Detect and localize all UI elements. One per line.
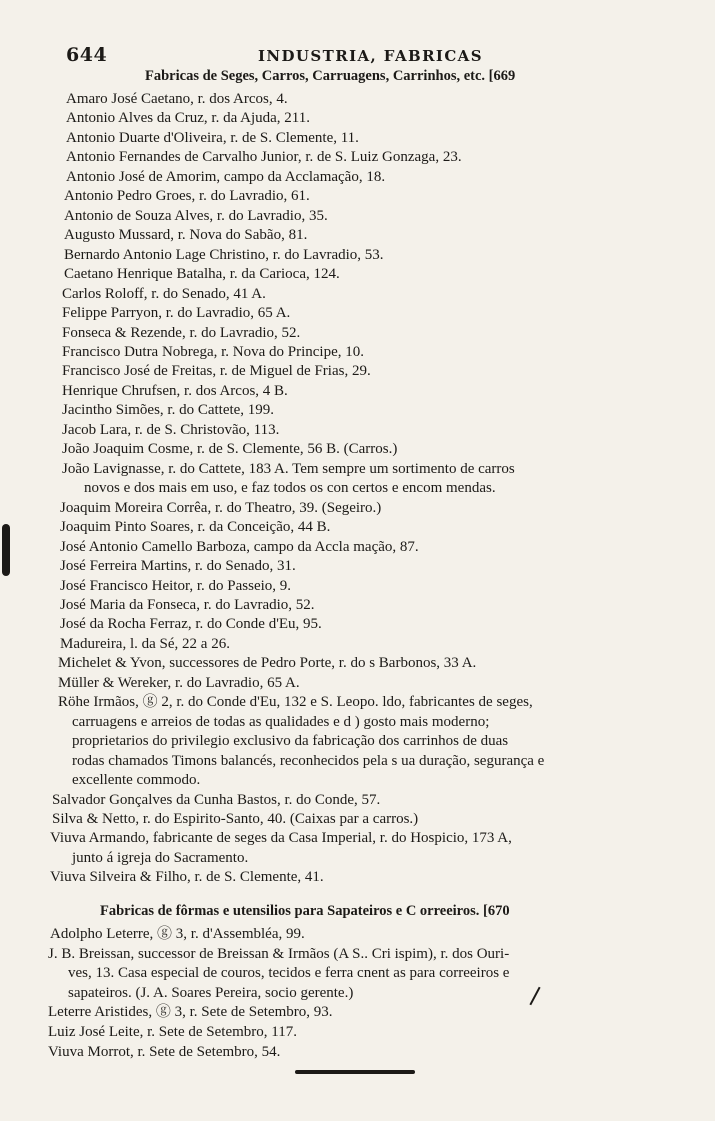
entry-line: Bernardo Antonio Lage Christino, r. do Lavradio, 53. — [64, 247, 384, 263]
entry-line: José Francisco Heitor, r. do Passeio, 9. — [60, 578, 292, 594]
entry-line: Antonio Duarte d'Oliveira, r. de S. Clemente, 11. — [66, 130, 359, 146]
running-head: INDUSTRIA, FABRICAS — [258, 47, 483, 65]
entry-line: Antonio de Souza Alves, r. do Lavradio, 35. — [64, 208, 328, 224]
entry-line: Röhe Irmãos, ⓖ 2, r. do Conde d'Eu, 132 e S. Leopo. ldo, fabricantes de seges, — [58, 694, 533, 710]
entry-line: Antonio José de Amorim, campo da Acclamação, 18. — [66, 169, 386, 185]
entry-line: Amaro José Caetano, r. dos Arcos, 4. — [66, 91, 288, 107]
section-title-669: Fabricas de Seges, Carros, Carruagens, Carrinhos, etc. [669 — [145, 68, 516, 84]
entry-line: Joaquim Moreira Corrêa, r. do Theatro, 39. (Segeiro.) — [60, 500, 382, 516]
entry-line: Viuva Morrot, r. Sete de Setembro, 54. — [48, 1044, 281, 1060]
entry-line: Felippe Parryon, r. do Lavradio, 65 A. — [62, 305, 291, 321]
entry-line: carruagens e arreios de todas as qualidades e d ) gosto mais moderno; — [72, 714, 490, 730]
entry-line: José da Rocha Ferraz, r. do Conde d'Eu, 95. — [60, 616, 322, 632]
entry-line: ves, 13. Casa especial de couros, tecidos e ferra cnent as para correeiros e — [68, 965, 510, 981]
entry-line: Antonio Fernandes de Carvalho Junior, r. de S. Luiz Gonzaga, 23. — [66, 149, 462, 165]
entry-line: Michelet & Yvon, successores de Pedro Porte, r. do s Barbonos, 33 A. — [58, 655, 477, 671]
entry-line: Francisco José de Freitas, r. de Miguel de Frias, 29. — [62, 363, 371, 379]
entry-line: Viuva Armando, fabricante de seges da Casa Imperial, r. do Hospicio, 173 A, — [50, 830, 512, 846]
entry-line: Madureira, l. da Sé, 22 a 26. — [60, 636, 230, 652]
end-rule — [295, 1070, 415, 1074]
section-title-670: Fabricas de fôrmas e utensilios para Sapateiros e C orreeiros. [670 — [100, 903, 510, 919]
entry-line: Antonio Alves da Cruz, r. da Ajuda, 211. — [66, 110, 310, 126]
entry-line: Müller & Wereker, r. do Lavradio, 65 A. — [58, 675, 300, 691]
entry-line: José Antonio Camello Barboza, campo da Accla mação, 87. — [60, 539, 419, 555]
entry-line: novos e dos mais em uso, e faz todos os con certos e encom mendas. — [84, 480, 496, 496]
page-header — [58, 44, 658, 68]
entry-line: Joaquim Pinto Soares, r. da Conceição, 44 B. — [60, 519, 331, 535]
entry-line: Jacob Lara, r. de S. Christovão, 113. — [62, 422, 280, 438]
entry-line: sapateiros. (J. A. Soares Pereira, socio gerente.) — [68, 985, 354, 1001]
entry-line: João Lavignasse, r. do Cattete, 183 A. Tem sempre um sortimento de carros — [62, 461, 515, 477]
entry-line: excellente commodo. — [72, 772, 201, 788]
entry-line: rodas chamados Timons balancés, reconhecidos pela s ua duração, segurança e — [72, 753, 545, 769]
entry-line: Augusto Mussard, r. Nova do Sabão, 81. — [64, 227, 308, 243]
entry-line: Henrique Chrufsen, r. dos Arcos, 4 B. — [62, 383, 288, 399]
entry-line: Leterre Aristides, ⓖ 3, r. Sete de Setembro, 93. — [48, 1004, 333, 1020]
entry-line: José Maria da Fonseca, r. do Lavradio, 52. — [60, 597, 315, 613]
entry-line: Antonio Pedro Groes, r. do Lavradio, 61. — [64, 188, 310, 204]
entry-line: Caetano Henrique Batalha, r. da Carioca, 124. — [64, 266, 340, 282]
entry-line: Viuva Silveira & Filho, r. de S. Clemente, 41. — [50, 869, 324, 885]
page-number: 644 — [66, 44, 108, 66]
entry-line: Fonseca & Rezende, r. do Lavradio, 52. — [62, 325, 301, 341]
entry-line: João Joaquim Cosme, r. de S. Clemente, 56 B. (Carros.) — [62, 441, 398, 457]
entry-line: Francisco Dutra Nobrega, r. Nova do Principe, 10. — [62, 344, 365, 360]
entry-line: Luiz José Leite, r. Sete de Setembro, 117. — [48, 1024, 297, 1040]
entry-line: J. B. Breissan, successor de Breissan & Irmãos (A S.. Cri ispim), r. dos Ouri- — [48, 946, 510, 962]
entry-line: José Ferreira Martins, r. do Senado, 31. — [60, 558, 296, 574]
entry-line: Silva & Netto, r. do Espirito-Santo, 40. (Caixas par a carros.) — [52, 811, 419, 827]
entry-line: junto á igreja do Sacramento. — [72, 850, 249, 866]
entry-line: Jacintho Simões, r. do Cattete, 199. — [62, 402, 275, 418]
ink-blot — [2, 524, 10, 576]
pen-mark — [529, 987, 540, 1006]
entry-line: Salvador Gonçalves da Cunha Bastos, r. do Conde, 57. — [52, 792, 381, 808]
entry-line: proprietarios do privilegio exclusivo da fabricação dos carrinhos de duas — [72, 733, 509, 749]
entry-line: Adolpho Leterre, ⓖ 3, r. d'Assembléa, 99. — [50, 926, 305, 942]
entry-line: Carlos Roloff, r. do Senado, 41 A. — [62, 286, 266, 302]
